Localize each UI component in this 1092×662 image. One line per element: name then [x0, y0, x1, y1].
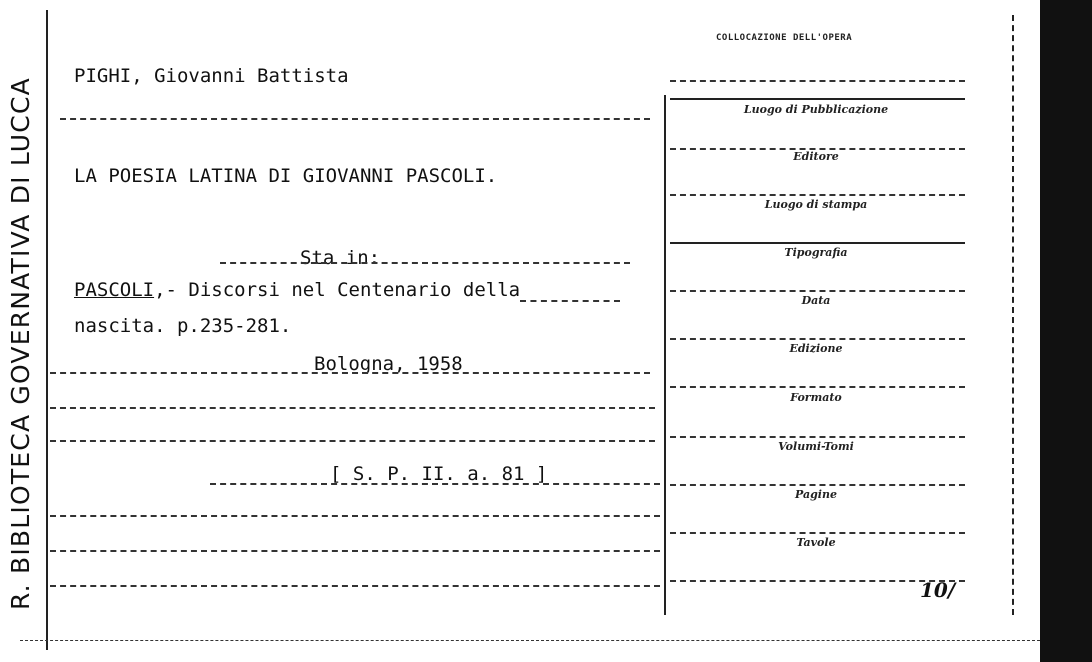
field-printer: Tipografia [784, 246, 848, 259]
source-line-1 [74, 279, 520, 301]
field-place-of-publication: Luogo di Pubblicazione [743, 103, 889, 116]
author-line: PIGHI, Giovanni Battista [74, 65, 349, 87]
corner-mark: 10/ [920, 578, 956, 602]
form-ruled-line [670, 386, 965, 388]
form-ruled-line [670, 484, 965, 486]
field-edition: Edizione [789, 342, 843, 355]
form-ruled-line [670, 338, 965, 340]
bottom-rule [20, 640, 1040, 641]
form-ruled-line [670, 532, 965, 534]
field-pages: Pagine [795, 488, 837, 501]
ruled-line [60, 118, 650, 120]
ruled-line [50, 407, 655, 409]
form-ruled-line [670, 98, 965, 100]
shelfmark: [ S. P. II. a. 81 ] [330, 463, 548, 485]
ruled-line [50, 550, 660, 552]
field-volumes: Volumi-Tomi [778, 440, 854, 453]
field-date: Data [801, 294, 831, 307]
ruled-line [50, 440, 655, 442]
left-margin-rule [46, 10, 48, 650]
field-publisher: Editore [793, 150, 839, 163]
library-vertical-label: R. BIBLIOTECA GOVERNATIVA DI LUCCA [6, 77, 35, 610]
field-plates: Tavole [796, 536, 836, 549]
ruled-line [520, 300, 620, 302]
ruled-line [210, 483, 660, 485]
source-line-2: nascita. p.235-281. [74, 315, 292, 337]
form-ruled-line [670, 436, 965, 438]
ruled-line [220, 262, 630, 264]
form-ruled-line [670, 194, 965, 196]
place-year: Bologna, 1958 [314, 353, 463, 375]
ruled-line [50, 585, 660, 587]
form-left-rule [664, 95, 666, 615]
form-ruled-line [670, 242, 965, 244]
collocation-header: COLLOCAZIONE DELL'OPERA [716, 33, 853, 43]
title-line: LA POESIA LATINA DI GIOVANNI PASCOLI. [74, 165, 498, 187]
form-ruled-line [670, 80, 965, 82]
source-author: PASCOLI [74, 279, 155, 301]
ruled-line [50, 372, 650, 374]
source-title: ,- Discorsi nel Centenario della [154, 279, 521, 301]
sta-in-label: Sta in: [300, 247, 381, 269]
field-place-of-printing: Luogo di stampa [764, 198, 868, 211]
form-ruled-line [670, 290, 965, 292]
scan-edge [1040, 0, 1092, 662]
field-format: Formato [790, 391, 842, 404]
form-right-rule [1012, 15, 1014, 615]
ruled-line [50, 515, 660, 517]
